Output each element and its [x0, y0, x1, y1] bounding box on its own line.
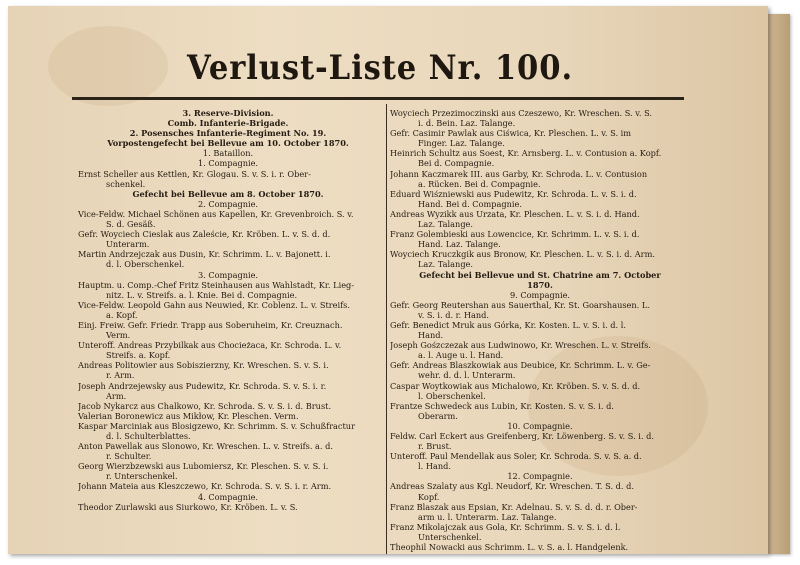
casualty-line: arm u. l. Unterarm. Laz. Talange.: [418, 511, 557, 522]
casualty-line: Gefr. Casimir Pawlak aus Ciświca, Kr. Pleschen. L. v. S. im: [390, 128, 632, 139]
paper-fold-edge: [768, 14, 790, 554]
casualty-line: Vice-Feldw. Leopold Gahn aus Neuwied, Kr. Coblenz. L. v. Streifs.: [78, 299, 350, 310]
casualty-line: wehr. d. d. l. Unterarm.: [418, 370, 516, 381]
casualty-line: Jacob Nykarcz aus Chalkowo, Kr. Schroda. S. v. S. i. d. Brust.: [78, 400, 332, 411]
casualty-line: Joseph Gośzczezak aus Ludwinowo, Kr. Wreschen. L. v. Streifs.: [390, 340, 651, 351]
section-heading: Gefecht bei Bellevue und St. Chatrine am 7. October: [419, 269, 661, 280]
casualty-line: Frantze Schwedeck aus Lubin, Kr. Kosten. S. v. S. i. d.: [390, 400, 614, 411]
section-heading: Comb. Infanterie-Brigade.: [167, 118, 289, 129]
section-heading: 1. Bataillon.: [202, 148, 254, 159]
casualty-line: Verm.: [106, 330, 131, 341]
casualty-line: Andreas Politowier aus Sobiszierzny, Kr. Wreschen. S. v. S. i.: [78, 360, 329, 371]
casualty-line: Woyciech Przezimoczinski aus Czeszewo, Kr. Wreschen. S. v. S.: [390, 108, 653, 118]
casualty-line: Kopf.: [418, 491, 440, 502]
section-heading: 2. Compagnie.: [197, 198, 259, 209]
casualty-line: r. Brust.: [418, 441, 452, 452]
casualty-line: Johann Mateia aus Kleszczewo, Kr. Schroda. S. v. S. i. r. Arm.: [78, 481, 332, 492]
casualty-line: Franz Blaszak aus Epsian, Kr. Adelnau. S. v. S. d. d. r. Ober-: [390, 501, 638, 512]
casualty-line: Caspar Woytkowiak aus Michalowo, Kr. Kröben. S. v. S. d. d.: [390, 380, 641, 391]
casualty-line: Bei d. Compagnie.: [418, 158, 495, 169]
section-heading: Gefecht bei Bellevue am 8. October 1870.: [132, 188, 324, 199]
casualty-line: Hand.: [418, 330, 444, 341]
left-column: [78, 108, 378, 512]
casualty-line: Hand. Laz. Talange.: [418, 239, 501, 250]
casualty-line: Franz Golembieski aus Lowencice, Kr. Schrimm. L. v. S. i. d.: [390, 229, 640, 240]
casualty-line: nitz. L. v. Streifs. a. l. Knie. Bei d. Compagnie.: [106, 289, 298, 300]
page-title: Verlust-Liste Nr. 100.: [186, 48, 573, 88]
casualty-line: Anton Pawellak aus Slonowo, Kr. Wreschen. L. v. Streifs. a. d.: [78, 441, 333, 452]
casualty-line: r. Unterschenkel.: [106, 471, 178, 482]
casualty-line: Feldw. Carl Eckert aus Greifenberg, Kr. Löwenberg. S. v. S. i. d.: [390, 431, 654, 441]
casualty-line: a. Rücken. Bei d. Compagnie.: [418, 178, 541, 189]
casualty-line: Gefr. Georg Reutershan aus Sauerthal, Kr. St. Goarshausen. L.: [390, 299, 650, 310]
casualty-line: Franz Mikolajczak aus Gola, Kr. Schrimm. S. v. S. i. d. l.: [390, 521, 621, 532]
casualty-line: Laz. Talange.: [418, 259, 474, 270]
section-heading: 1870.: [527, 279, 553, 290]
casualty-line: schenkel.: [106, 178, 146, 189]
casualty-line: Andreas Wyzikk aus Urzata, Kr. Pleschen. L. v. S. i. d. Hand.: [390, 208, 640, 219]
casualty-line: Finger. Laz. Talange.: [418, 138, 505, 149]
casualty-line: Eduard Wiśzniewski aus Pudewitz, Kr. Schroda. L. v. S. i. d.: [390, 188, 637, 199]
casualty-line: Andreas Szalaty aus Kgl. Neudorf, Kr. Wreschen. T. S. d. d.: [390, 481, 634, 492]
casualty-line: d. l. Schulterblattes.: [106, 431, 191, 441]
casualty-line: Hand. Bei d. Compagnie.: [418, 198, 522, 209]
casualty-line: Hauptm. u. Comp.-Chef Fritz Steinhausen aus Wahlstadt, Kr. Lieg-: [78, 279, 355, 290]
casualty-line: Unteroff. Andreas Przybilkak aus Chocieżaca, Kr. Schroda. L. v.: [78, 340, 342, 351]
casualty-line: Streifs. a. Kopf.: [106, 350, 171, 361]
casualty-line: Unteroff. Paul Mendellak aus Soler, Kr. Schroda. S. v. S. a. d.: [390, 451, 642, 462]
casualty-line: Valerian Boronewicz aus Mikłow, Kr. Pleschen. Verm.: [78, 410, 299, 421]
casualty-line: Laz. Talange.: [418, 219, 474, 230]
casualty-line: Theodor Zurlawski aus Siurkowo, Kr. Kröben. L. v. S.: [78, 501, 298, 512]
casualty-line: Joseph Andrzejewsky aus Pudewitz, Kr. Schroda. S. v. S. i. r.: [78, 380, 327, 391]
casualty-line: r. Schulter.: [106, 451, 152, 462]
casualty-line: Gefr. Woyciech Cieslak aus Zaleście, Kr. Kröben. L. v. S. d. d.: [78, 229, 331, 240]
casualty-line: Unterschenkel.: [418, 531, 482, 542]
section-heading: 4. Compagnie.: [197, 491, 259, 502]
right-column: [390, 108, 690, 552]
casualty-line: v. S. i. d. r. Hand.: [418, 309, 490, 320]
casualty-line: Heinrich Schultz aus Soest, Kr. Arnsberg. L. v. Contusion a. Kopf.: [390, 148, 662, 159]
casualty-line: l. Hand.: [418, 461, 451, 472]
casualty-line: Gefr. Benedict Mruk aus Górka, Kr. Kosten. L. v. S. i. d. l.: [390, 319, 626, 330]
casualty-line: i. d. Bein. Laz. Talange.: [418, 118, 516, 129]
casualty-line: Theophil Nowacki aus Schrimm. L. v. S. a. l. Handgelenk.: [390, 542, 629, 553]
casualty-line: Oberarm.: [418, 410, 458, 421]
casualty-line: Woyciech Kruczkgik aus Bronow, Kr. Pleschen. L. v. S. i. d. Arm.: [390, 249, 655, 260]
casualty-line: l. Oberschenkel.: [418, 390, 486, 401]
section-heading: 3. Compagnie.: [197, 269, 259, 280]
casualty-line: Georg Wierzbzewski aus Lubomiersz, Kr. Pleschen. S. v. S. i.: [78, 461, 329, 472]
casualty-line: a. Kopf.: [106, 309, 138, 320]
casualty-line: Arm.: [106, 390, 127, 401]
section-heading: 2. Posensches Infanterie-Regiment No. 19.: [129, 128, 327, 139]
casualty-line: a. l. Auge u. l. Hand.: [418, 350, 504, 361]
section-heading: 3. Reserve-Division.: [182, 108, 274, 118]
section-heading: 9. Compagnie.: [509, 289, 571, 300]
casualty-line: Martin Andrzejczak aus Dusin, Kr. Schrimm. L. v. Bajonett. i.: [78, 249, 331, 260]
casualty-line: Johann Kaczmarek III. aus Garby, Kr. Schroda. L. v. Contusion: [390, 168, 648, 179]
column-divider: [386, 104, 387, 554]
section-heading: 10. Compagnie.: [507, 420, 573, 431]
section-heading: 12. Compagnie.: [507, 471, 573, 482]
casualty-line: Einj. Freiw. Gefr. Friedr. Trapp aus Soberuheim, Kr. Creuznach.: [78, 319, 343, 330]
section-heading: 1. Compagnie.: [197, 158, 259, 169]
casualty-line: Unterarm.: [106, 239, 150, 250]
casualty-line: S. d. Gesäß.: [106, 219, 156, 230]
section-heading: Vorpostengefecht bei Bellevue am 10. October 1870.: [107, 138, 349, 149]
header-rule: [72, 97, 684, 100]
casualty-line: Ernst Scheller aus Kettlen, Kr. Glogau. S. v. S. i. r. Ober-: [78, 168, 311, 179]
casualty-line: r. Arm.: [106, 370, 135, 381]
casualty-line: Kaspar Marciniak aus Blosigzewo, Kr. Schrimm. S. v. Schußfractur: [78, 420, 355, 431]
casualty-line: Vice-Feldw. Michael Schönen aus Kapellen, Kr. Grevenbroich. S. v.: [78, 208, 354, 219]
casualty-line: d. l. Oberschenkel.: [106, 259, 185, 270]
casualty-line: Gefr. Andreas Blaszkowiak aus Deubice, Kr. Schrimm. L. v. Ge-: [390, 360, 651, 371]
